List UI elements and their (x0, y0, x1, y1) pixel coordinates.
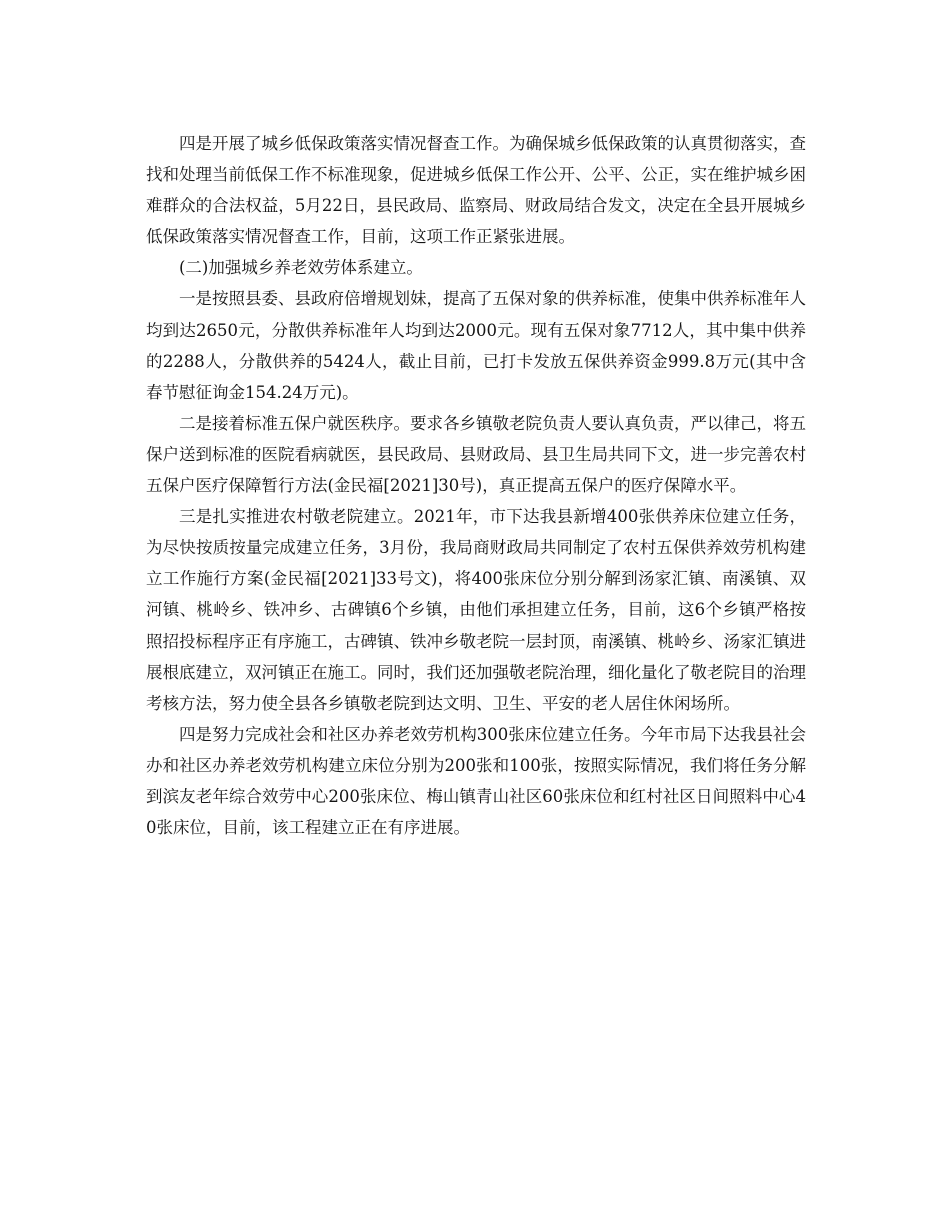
section-heading-elderly-care: (二)加强城乡养老效劳体系建立。 (179, 258, 423, 278)
paragraph-five-guarantee-standard: 一是按照县委、县政府倍增规划妹，提高了五保对象的供养标准，使集中供养标准年人均到达2650元，分散供养标准年人均到达2000元。现有五保对象7712人，其中集中供养的2288人，分散供养的5424人，截止目前，已打卡发放五保供养资金999.8万元(其中含春节慰征询金154.24万元)。 (146, 289, 806, 402)
paragraph-nursing-home-construction: 三是扎实推进农村敬老院建立。2021年，市下达我县新增400张供养床位建立任务，为尽快按质按量完成建立任务，3月份，我局商财政局共同制定了农村五保供养效劳机构建立工作施行方案(金民福[2021]33号文)，将400张床位分别分解到汤家汇镇、南溪镇、双河镇、桃岭乡、铁冲乡、古碑镇6个乡镇，由他们承担建立任务，目前，这6个乡镇严格按照招投标程序正有序施工，古碑镇、铁冲乡敬老院一层封顶，南溪镇、桃岭乡、汤家汇镇进展根底建立，双河镇正在施工。同时，我们还加强敬老院治理，细化量化了敬老院目的治理考核方法，努力使全县各乡镇敬老院到达文明、卫生、平安的老人居住休闲场所。 (146, 507, 806, 713)
document-body (146, 128, 806, 843)
paragraph-medical-order: 二是接着标准五保户就医秩序。要求各乡镇敬老院负责人要认真负责，严以律己，将五保户送到标准的医院看病就医，县民政局、县财政局、县卫生局共同下文，进一步完善农村五保户医疗保障暂行方法(金民福[2021]30号)，真正提高五保户的医疗保障水平。 (146, 413, 806, 496)
paragraph-low-income-inspection: 四是开展了城乡低保政策落实情况督查工作。为确保城乡低保政策的认真贯彻落实，查找和处理当前低保工作不标准现象，促进城乡低保工作公开、公平、公正，实在维护城乡困难群众的合法权益，5月22日，县民政局、监察局、财政局结合发文，决定在全县开展城乡低保政策落实情况督查工作，目前，这项工作正紧张进展。 (146, 134, 806, 247)
paragraph-community-beds: 四是努力完成社会和社区办养老效劳机构300张床位建立任务。今年市局下达我县社会办和社区办养老效劳机构建立床位分别为200张和100张，按照实际情况，我们将任务分解到滨友老年综合效劳中心200张床位、梅山镇青山社区60张床位和红村社区日间照料中心40张床位，目前，该工程建立正在有序进展。 (146, 724, 806, 838)
